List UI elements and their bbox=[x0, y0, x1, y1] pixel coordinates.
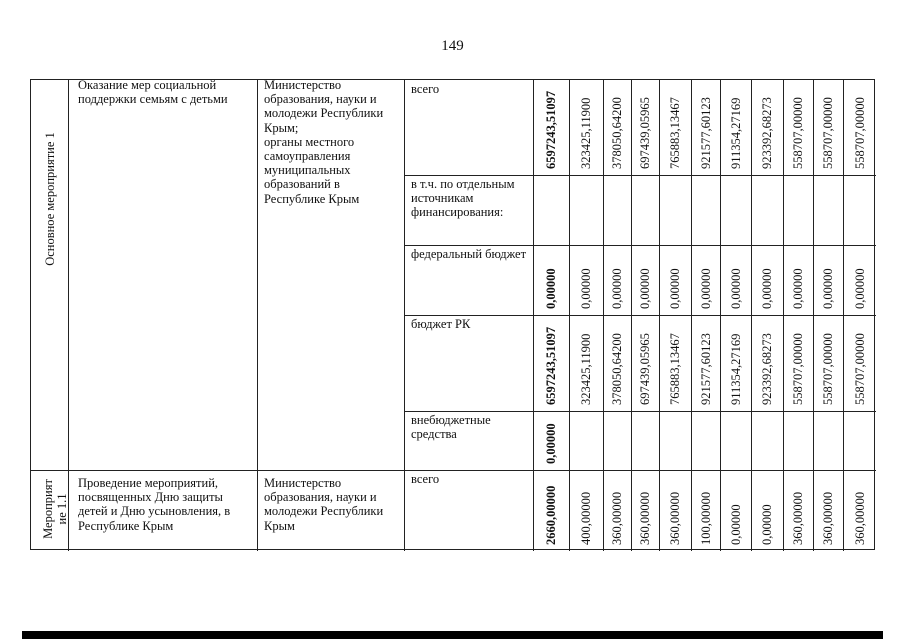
year-value: 360,00000 bbox=[638, 491, 652, 545]
year-value: 558707,00000 bbox=[852, 97, 867, 169]
year-value: 911354,27169 bbox=[728, 97, 743, 169]
scan-edge-bar bbox=[22, 631, 883, 639]
year-value: 0,00000 bbox=[698, 268, 713, 309]
year-value: 911354,27169 bbox=[728, 333, 743, 405]
year-value: 323425,11900 bbox=[579, 333, 593, 405]
year-value: 323425,11900 bbox=[579, 97, 593, 169]
year-value: 360,00000 bbox=[821, 491, 835, 545]
source-label: бюджет РК bbox=[411, 317, 471, 331]
year-value: 558707,00000 bbox=[852, 333, 867, 405]
year-value: 378050,64200 bbox=[610, 333, 624, 405]
table-row-line bbox=[31, 470, 876, 471]
page-number: 149 bbox=[441, 38, 464, 54]
year-value: 0,00000 bbox=[638, 268, 652, 309]
source-label: в т.ч. по отдельным источникам финансирования: bbox=[411, 177, 515, 220]
year-value: 0,00000 bbox=[760, 504, 774, 545]
year-value: 360,00000 bbox=[852, 491, 867, 545]
year-value: 0,00000 bbox=[579, 268, 593, 309]
source-label: всего bbox=[411, 472, 440, 486]
total-value: 6597243,51097 bbox=[544, 326, 558, 405]
year-value: 0,00000 bbox=[728, 504, 743, 545]
year-value: 0,00000 bbox=[821, 268, 835, 309]
year-value: 360,00000 bbox=[610, 491, 624, 545]
year-value: 360,00000 bbox=[668, 491, 682, 545]
year-value: 765883,13467 bbox=[668, 97, 682, 169]
year-value: 360,00000 bbox=[791, 491, 805, 545]
year-value: 558707,00000 bbox=[791, 333, 805, 405]
measure-name: Проведение мероприятий, посвященных Дню защиты детей и Дню усыновления, в Республике Крым bbox=[78, 476, 231, 533]
year-value: 921577,60123 bbox=[698, 97, 713, 169]
total-value: 2660,00000 bbox=[544, 485, 558, 545]
year-value: 558707,00000 bbox=[821, 97, 835, 169]
year-value: 697439,05965 bbox=[638, 97, 652, 169]
table-row-line bbox=[404, 175, 876, 176]
year-value: 558707,00000 bbox=[791, 97, 805, 169]
measure-name: Оказание мер социальной поддержки семьям с детьми bbox=[78, 78, 228, 107]
year-value: 0,00000 bbox=[852, 268, 867, 309]
year-value: 0,00000 bbox=[791, 268, 805, 309]
executor-name: Министерство образования, науки и молодежи Республики Крым; органы местного самоуправления муниципальных образований в Республике Крым bbox=[264, 78, 384, 206]
year-value: 923392,68273 bbox=[760, 97, 774, 169]
table-row-line bbox=[404, 411, 876, 412]
year-value: 0,00000 bbox=[668, 268, 682, 309]
total-value: 0,00000 bbox=[544, 423, 558, 464]
year-value: 921577,60123 bbox=[698, 333, 713, 405]
source-label: внебюджетные средства bbox=[411, 413, 491, 442]
year-value: 923392,68273 bbox=[760, 333, 774, 405]
executor-name: Министерство образования, науки и молодежи Республики Крым bbox=[264, 476, 384, 533]
year-value: 765883,13467 bbox=[668, 333, 682, 405]
year-value: 697439,05965 bbox=[638, 333, 652, 405]
year-value: 378050,64200 bbox=[610, 97, 624, 169]
year-value: 0,00000 bbox=[760, 268, 774, 309]
row-label: Мероприят ие 1.1 bbox=[41, 479, 69, 539]
source-label: всего bbox=[411, 82, 440, 96]
year-value: 0,00000 bbox=[728, 268, 743, 309]
total-value: 6597243,51097 bbox=[544, 90, 558, 169]
table-column-line bbox=[257, 80, 258, 551]
budget-table bbox=[30, 79, 875, 550]
table-row-line bbox=[404, 245, 876, 246]
year-value: 100,00000 bbox=[698, 491, 713, 545]
year-value: 400,00000 bbox=[579, 491, 593, 545]
year-value: 558707,00000 bbox=[821, 333, 835, 405]
year-value: 0,00000 bbox=[610, 268, 624, 309]
row-label: Основное мероприятие 1 bbox=[43, 132, 57, 266]
table-row-line bbox=[404, 315, 876, 316]
source-label: федеральный бюджет bbox=[411, 247, 527, 261]
total-value: 0,00000 bbox=[544, 268, 558, 309]
